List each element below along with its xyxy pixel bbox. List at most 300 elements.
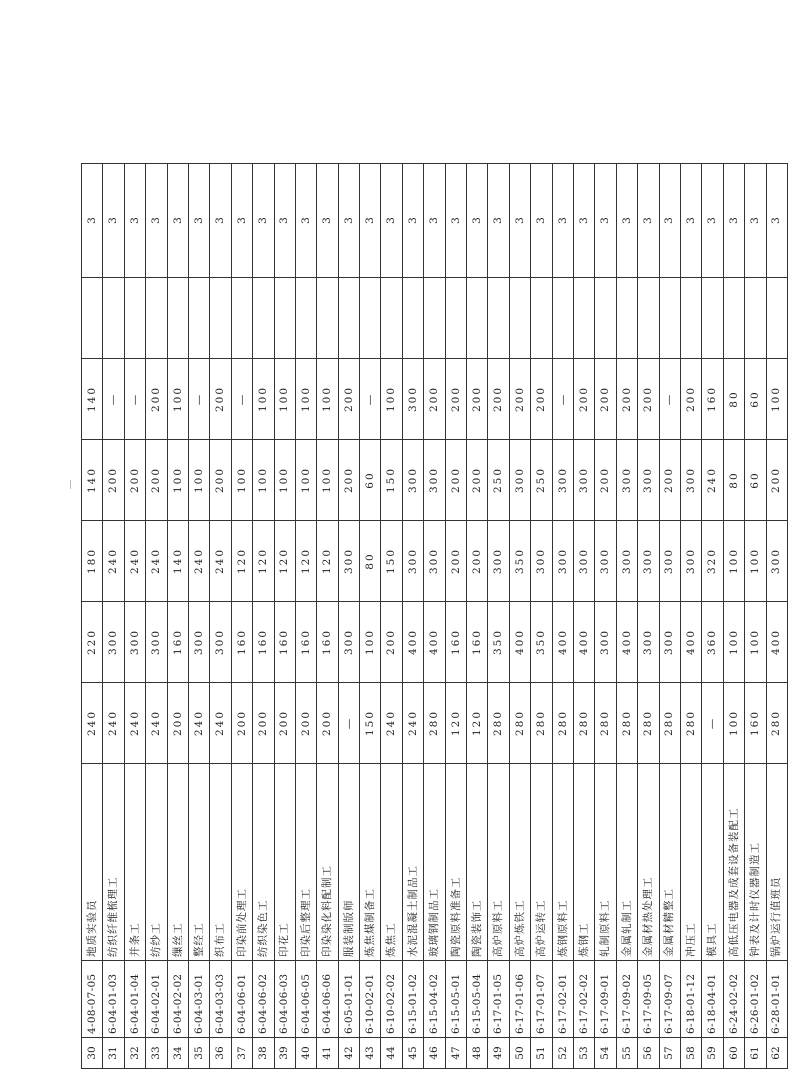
value-col-7: 3: [253, 164, 274, 278]
value-col-5: 100: [766, 359, 787, 440]
table-row: [381, 164, 402, 1069]
row-number: 54: [595, 1038, 616, 1069]
row-number: 46: [424, 1038, 445, 1069]
row-number: 49: [488, 1038, 509, 1069]
value-col-5: 200: [595, 359, 616, 440]
value-col-5: 60: [745, 359, 766, 440]
value-col-5: 200: [488, 359, 509, 440]
value-col-5: 300: [402, 359, 423, 440]
value-col-1: 200: [167, 683, 188, 764]
row-number: 52: [552, 1038, 573, 1069]
table-row: [702, 164, 723, 1069]
value-col-3: 300: [766, 521, 787, 602]
value-col-5: 200: [573, 359, 594, 440]
occupation-code: 6-15-01-02: [402, 961, 423, 1038]
value-col-7: 3: [210, 164, 231, 278]
table-row: [231, 164, 252, 1069]
occupation-code: 6-17-02-02: [573, 961, 594, 1038]
value-col-4: 200: [445, 440, 466, 521]
value-col-7: 3: [124, 164, 145, 278]
value-col-2: 300: [638, 602, 659, 683]
occupation-code: 6-04-06-01: [231, 961, 252, 1038]
table-row: [82, 164, 103, 1069]
value-col-5: 100: [167, 359, 188, 440]
data-table: [81, 163, 788, 1069]
value-col-2: 300: [338, 602, 359, 683]
value-col-5: —: [231, 359, 252, 440]
value-col-1: 240: [146, 683, 167, 764]
value-col-6: [381, 278, 402, 359]
value-col-5: 200: [531, 359, 552, 440]
value-col-2: 400: [680, 602, 701, 683]
value-col-6: [253, 278, 274, 359]
occupation-name: 高炉炼铁工: [509, 764, 530, 961]
value-col-1: 280: [552, 683, 573, 764]
value-col-4: 300: [616, 440, 637, 521]
value-col-6: [402, 278, 423, 359]
value-col-5: 200: [467, 359, 488, 440]
value-col-3: 80: [360, 521, 381, 602]
table-row: [595, 164, 616, 1069]
value-col-2: 400: [616, 602, 637, 683]
value-col-3: 300: [573, 521, 594, 602]
value-col-3: 300: [531, 521, 552, 602]
occupation-name: 锅炉运行值班员: [766, 764, 787, 961]
value-col-4: 100: [317, 440, 338, 521]
occupation-name: 高炉运转工: [531, 764, 552, 961]
margin-mark: [70, 480, 71, 489]
table-row: [274, 164, 295, 1069]
occupation-code: 6-15-04-02: [424, 961, 445, 1038]
value-col-5: 100: [295, 359, 316, 440]
value-col-7: 3: [573, 164, 594, 278]
value-col-1: 280: [573, 683, 594, 764]
value-col-7: 3: [424, 164, 445, 278]
occupation-code: 6-17-01-05: [488, 961, 509, 1038]
row-number: 36: [210, 1038, 231, 1069]
occupation-code: 6-10-02-02: [381, 961, 402, 1038]
table-row: [745, 164, 766, 1069]
value-col-6: [167, 278, 188, 359]
value-col-6: [595, 278, 616, 359]
occupation-code: 4-08-07-05: [82, 961, 103, 1038]
row-number: 38: [253, 1038, 274, 1069]
value-col-4: 200: [210, 440, 231, 521]
value-col-1: 280: [616, 683, 637, 764]
value-col-1: 280: [766, 683, 787, 764]
value-col-5: —: [552, 359, 573, 440]
value-col-7: 3: [531, 164, 552, 278]
table-row: [210, 164, 231, 1069]
row-number: 34: [167, 1038, 188, 1069]
table-row: [680, 164, 701, 1069]
value-col-6: [659, 278, 680, 359]
value-col-5: 200: [210, 359, 231, 440]
occupation-name: 钟表及计时仪器制造工: [745, 764, 766, 961]
occupation-name: 纺纱工: [146, 764, 167, 961]
value-col-2: 400: [552, 602, 573, 683]
value-col-7: 3: [402, 164, 423, 278]
table-row: [295, 164, 316, 1069]
value-col-3: 320: [702, 521, 723, 602]
value-col-6: [488, 278, 509, 359]
occupation-name: 陶瓷装饰工: [467, 764, 488, 961]
occupation-code: 6-18-04-01: [702, 961, 723, 1038]
value-col-5: 100: [253, 359, 274, 440]
occupation-name: 金属材热处理工: [638, 764, 659, 961]
value-col-2: 160: [467, 602, 488, 683]
value-col-4: 200: [146, 440, 167, 521]
value-col-3: 300: [680, 521, 701, 602]
occupation-code: 6-17-02-01: [552, 961, 573, 1038]
occupation-code: 6-17-01-07: [531, 961, 552, 1038]
table-row: [188, 164, 209, 1069]
table-row: [723, 164, 744, 1069]
value-col-6: [424, 278, 445, 359]
value-col-6: [766, 278, 787, 359]
occupation-code: 6-17-09-07: [659, 961, 680, 1038]
occupation-name: 玻璃钢制品工: [424, 764, 445, 961]
value-col-5: —: [659, 359, 680, 440]
value-col-6: [702, 278, 723, 359]
value-col-4: 100: [295, 440, 316, 521]
value-col-2: 300: [188, 602, 209, 683]
table-row: [402, 164, 423, 1069]
value-col-7: 3: [146, 164, 167, 278]
occupation-name: 缫丝工: [167, 764, 188, 961]
row-number: 51: [531, 1038, 552, 1069]
row-number: 60: [723, 1038, 744, 1069]
value-col-3: 300: [595, 521, 616, 602]
value-col-3: 240: [146, 521, 167, 602]
value-col-4: 200: [766, 440, 787, 521]
value-col-2: 400: [424, 602, 445, 683]
table-body: [82, 164, 788, 1069]
value-col-1: 280: [424, 683, 445, 764]
occupation-name: 高低压电器及成套设备装配工: [723, 764, 744, 961]
value-col-5: —: [124, 359, 145, 440]
value-col-2: 100: [360, 602, 381, 683]
value-col-6: [445, 278, 466, 359]
row-number: 44: [381, 1038, 402, 1069]
value-col-7: 3: [616, 164, 637, 278]
value-col-7: 3: [295, 164, 316, 278]
value-col-3: 120: [231, 521, 252, 602]
row-number: 45: [402, 1038, 423, 1069]
occupation-code: 6-04-02-02: [167, 961, 188, 1038]
row-number: 57: [659, 1038, 680, 1069]
occupation-name: 服装制版师: [338, 764, 359, 961]
value-col-4: 300: [424, 440, 445, 521]
value-col-2: 400: [509, 602, 530, 683]
table-row: [659, 164, 680, 1069]
table-row: [766, 164, 787, 1069]
value-col-6: [295, 278, 316, 359]
value-col-6: [231, 278, 252, 359]
value-col-6: [552, 278, 573, 359]
table-row: [616, 164, 637, 1069]
value-col-6: [338, 278, 359, 359]
value-col-7: 3: [680, 164, 701, 278]
value-col-2: 300: [124, 602, 145, 683]
value-col-1: 160: [745, 683, 766, 764]
value-col-5: 200: [424, 359, 445, 440]
occupation-name: 织布工: [210, 764, 231, 961]
table-row: [360, 164, 381, 1069]
value-col-4: 240: [702, 440, 723, 521]
value-col-1: 200: [317, 683, 338, 764]
occupation-code: 6-04-03-01: [188, 961, 209, 1038]
value-col-5: 200: [509, 359, 530, 440]
value-col-5: 200: [146, 359, 167, 440]
row-number: 35: [188, 1038, 209, 1069]
table-row: [531, 164, 552, 1069]
occupation-code: 6-04-03-03: [210, 961, 231, 1038]
value-col-7: 3: [488, 164, 509, 278]
value-col-7: 3: [509, 164, 530, 278]
value-col-7: 3: [766, 164, 787, 278]
value-col-1: 240: [103, 683, 124, 764]
value-col-6: [573, 278, 594, 359]
value-col-2: 300: [659, 602, 680, 683]
value-col-2: 220: [82, 602, 103, 683]
value-col-2: 300: [595, 602, 616, 683]
value-col-7: 3: [467, 164, 488, 278]
table-row: [317, 164, 338, 1069]
table-row: [338, 164, 359, 1069]
value-col-5: 160: [702, 359, 723, 440]
value-col-4: 200: [103, 440, 124, 521]
value-col-1: 200: [253, 683, 274, 764]
value-col-3: 350: [509, 521, 530, 602]
value-col-2: 160: [445, 602, 466, 683]
table-row: [467, 164, 488, 1069]
row-number: 31: [103, 1038, 124, 1069]
value-col-4: 100: [274, 440, 295, 521]
value-col-3: 200: [467, 521, 488, 602]
row-number: 33: [146, 1038, 167, 1069]
row-number: 32: [124, 1038, 145, 1069]
value-col-1: 240: [381, 683, 402, 764]
value-col-2: 160: [274, 602, 295, 683]
value-col-2: 300: [146, 602, 167, 683]
row-number: 56: [638, 1038, 659, 1069]
value-col-3: 300: [402, 521, 423, 602]
row-number: 61: [745, 1038, 766, 1069]
occupation-code: 6-10-02-01: [360, 961, 381, 1038]
value-col-5: 100: [381, 359, 402, 440]
value-col-4: 80: [723, 440, 744, 521]
row-number: 48: [467, 1038, 488, 1069]
value-col-3: 120: [274, 521, 295, 602]
value-col-5: 200: [680, 359, 701, 440]
value-col-3: 300: [338, 521, 359, 602]
value-col-2: 160: [253, 602, 274, 683]
value-col-2: 160: [295, 602, 316, 683]
value-col-4: 300: [638, 440, 659, 521]
value-col-7: 3: [317, 164, 338, 278]
occupation-name: 金属轧制工: [616, 764, 637, 961]
value-col-3: 240: [124, 521, 145, 602]
value-col-7: 3: [167, 164, 188, 278]
value-col-6: [509, 278, 530, 359]
value-col-2: 160: [231, 602, 252, 683]
row-number: 40: [295, 1038, 316, 1069]
value-col-6: [616, 278, 637, 359]
value-col-1: 150: [360, 683, 381, 764]
row-number: 47: [445, 1038, 466, 1069]
value-col-2: 300: [210, 602, 231, 683]
occupation-code: 6-04-06-03: [274, 961, 295, 1038]
occupation-name: 水泥混凝土制品工: [402, 764, 423, 961]
value-col-1: 240: [188, 683, 209, 764]
value-col-3: 240: [103, 521, 124, 602]
occupation-code: 6-24-02-02: [723, 961, 744, 1038]
value-col-4: 100: [188, 440, 209, 521]
table-row: [124, 164, 145, 1069]
value-col-4: 200: [659, 440, 680, 521]
value-col-7: 3: [82, 164, 103, 278]
occupation-name: 轧制原料工: [595, 764, 616, 961]
occupation-name: 整经工: [188, 764, 209, 961]
value-col-4: 200: [124, 440, 145, 521]
value-col-1: 200: [274, 683, 295, 764]
row-number: 39: [274, 1038, 295, 1069]
value-col-7: 3: [103, 164, 124, 278]
row-number: 30: [82, 1038, 103, 1069]
value-col-1: 120: [467, 683, 488, 764]
value-col-2: 350: [531, 602, 552, 683]
value-col-1: 280: [638, 683, 659, 764]
table-row: [573, 164, 594, 1069]
value-col-4: 60: [360, 440, 381, 521]
value-col-4: 300: [573, 440, 594, 521]
value-col-2: 100: [745, 602, 766, 683]
value-col-5: 80: [723, 359, 744, 440]
value-col-4: 200: [338, 440, 359, 521]
table-row: [509, 164, 530, 1069]
row-number: 62: [766, 1038, 787, 1069]
occupation-name: 印染染化料配制工: [317, 764, 338, 961]
row-number: 53: [573, 1038, 594, 1069]
value-col-4: 250: [488, 440, 509, 521]
row-number: 37: [231, 1038, 252, 1069]
value-col-4: 200: [595, 440, 616, 521]
value-col-2: 200: [381, 602, 402, 683]
value-col-3: 300: [488, 521, 509, 602]
occupation-name: 纺织纤维梳理工: [103, 764, 124, 961]
value-col-1: 280: [488, 683, 509, 764]
value-col-2: 100: [723, 602, 744, 683]
value-col-1: 200: [231, 683, 252, 764]
occupation-name: 炼焦煤制备工: [360, 764, 381, 961]
value-col-4: 200: [467, 440, 488, 521]
value-col-5: 140: [82, 359, 103, 440]
value-col-6: [188, 278, 209, 359]
value-col-1: 240: [124, 683, 145, 764]
occupation-code: 6-05-01-01: [338, 961, 359, 1038]
value-col-1: 280: [531, 683, 552, 764]
value-col-6: [82, 278, 103, 359]
value-col-6: [274, 278, 295, 359]
value-col-5: 200: [616, 359, 637, 440]
table-row: [146, 164, 167, 1069]
value-col-1: 280: [509, 683, 530, 764]
value-col-4: 250: [531, 440, 552, 521]
value-col-3: 180: [82, 521, 103, 602]
value-col-1: 200: [295, 683, 316, 764]
occupation-code: 6-17-09-02: [616, 961, 637, 1038]
value-col-5: —: [188, 359, 209, 440]
value-col-7: 3: [445, 164, 466, 278]
value-col-1: 240: [82, 683, 103, 764]
value-col-6: [638, 278, 659, 359]
occupation-code: 6-17-01-06: [509, 961, 530, 1038]
value-col-2: 400: [573, 602, 594, 683]
row-number: 55: [616, 1038, 637, 1069]
value-col-3: 120: [295, 521, 316, 602]
occupation-code: 6-15-05-04: [467, 961, 488, 1038]
occupation-name: 纺织染色工: [253, 764, 274, 961]
value-col-4: 100: [167, 440, 188, 521]
value-col-5: 200: [638, 359, 659, 440]
value-col-3: 200: [445, 521, 466, 602]
value-col-6: [317, 278, 338, 359]
value-col-2: 300: [103, 602, 124, 683]
value-col-4: 300: [402, 440, 423, 521]
value-col-4: 100: [253, 440, 274, 521]
value-col-7: 3: [659, 164, 680, 278]
value-col-7: 3: [231, 164, 252, 278]
occupation-name: 金属材精整工: [659, 764, 680, 961]
value-col-1: 100: [723, 683, 744, 764]
row-number: 59: [702, 1038, 723, 1069]
occupation-code: 6-26-01-02: [745, 961, 766, 1038]
occupation-code: 6-17-09-05: [638, 961, 659, 1038]
value-col-6: [124, 278, 145, 359]
value-col-5: 200: [338, 359, 359, 440]
occupation-name: 印染后整理工: [295, 764, 316, 961]
occupation-code: 6-04-01-03: [103, 961, 124, 1038]
value-col-1: 280: [659, 683, 680, 764]
value-col-3: 120: [317, 521, 338, 602]
table-row: [424, 164, 445, 1069]
table-row: [638, 164, 659, 1069]
value-col-1: 280: [680, 683, 701, 764]
value-col-1: —: [702, 683, 723, 764]
value-col-4: 300: [680, 440, 701, 521]
occupation-code: 6-15-05-01: [445, 961, 466, 1038]
occupation-code: 6-04-06-05: [295, 961, 316, 1038]
value-col-2: 400: [402, 602, 423, 683]
occupation-code: 6-17-09-01: [595, 961, 616, 1038]
value-col-4: 150: [381, 440, 402, 521]
value-col-7: 3: [702, 164, 723, 278]
value-col-7: 3: [274, 164, 295, 278]
value-col-7: 3: [595, 164, 616, 278]
row-number: 42: [338, 1038, 359, 1069]
value-col-5: —: [360, 359, 381, 440]
row-number: 58: [680, 1038, 701, 1069]
value-col-5: —: [103, 359, 124, 440]
occupation-name: 炼焦工: [381, 764, 402, 961]
value-col-5: 100: [274, 359, 295, 440]
value-col-3: 240: [210, 521, 231, 602]
table-row: [167, 164, 188, 1069]
value-col-4: 60: [745, 440, 766, 521]
value-col-6: [723, 278, 744, 359]
value-col-6: [210, 278, 231, 359]
